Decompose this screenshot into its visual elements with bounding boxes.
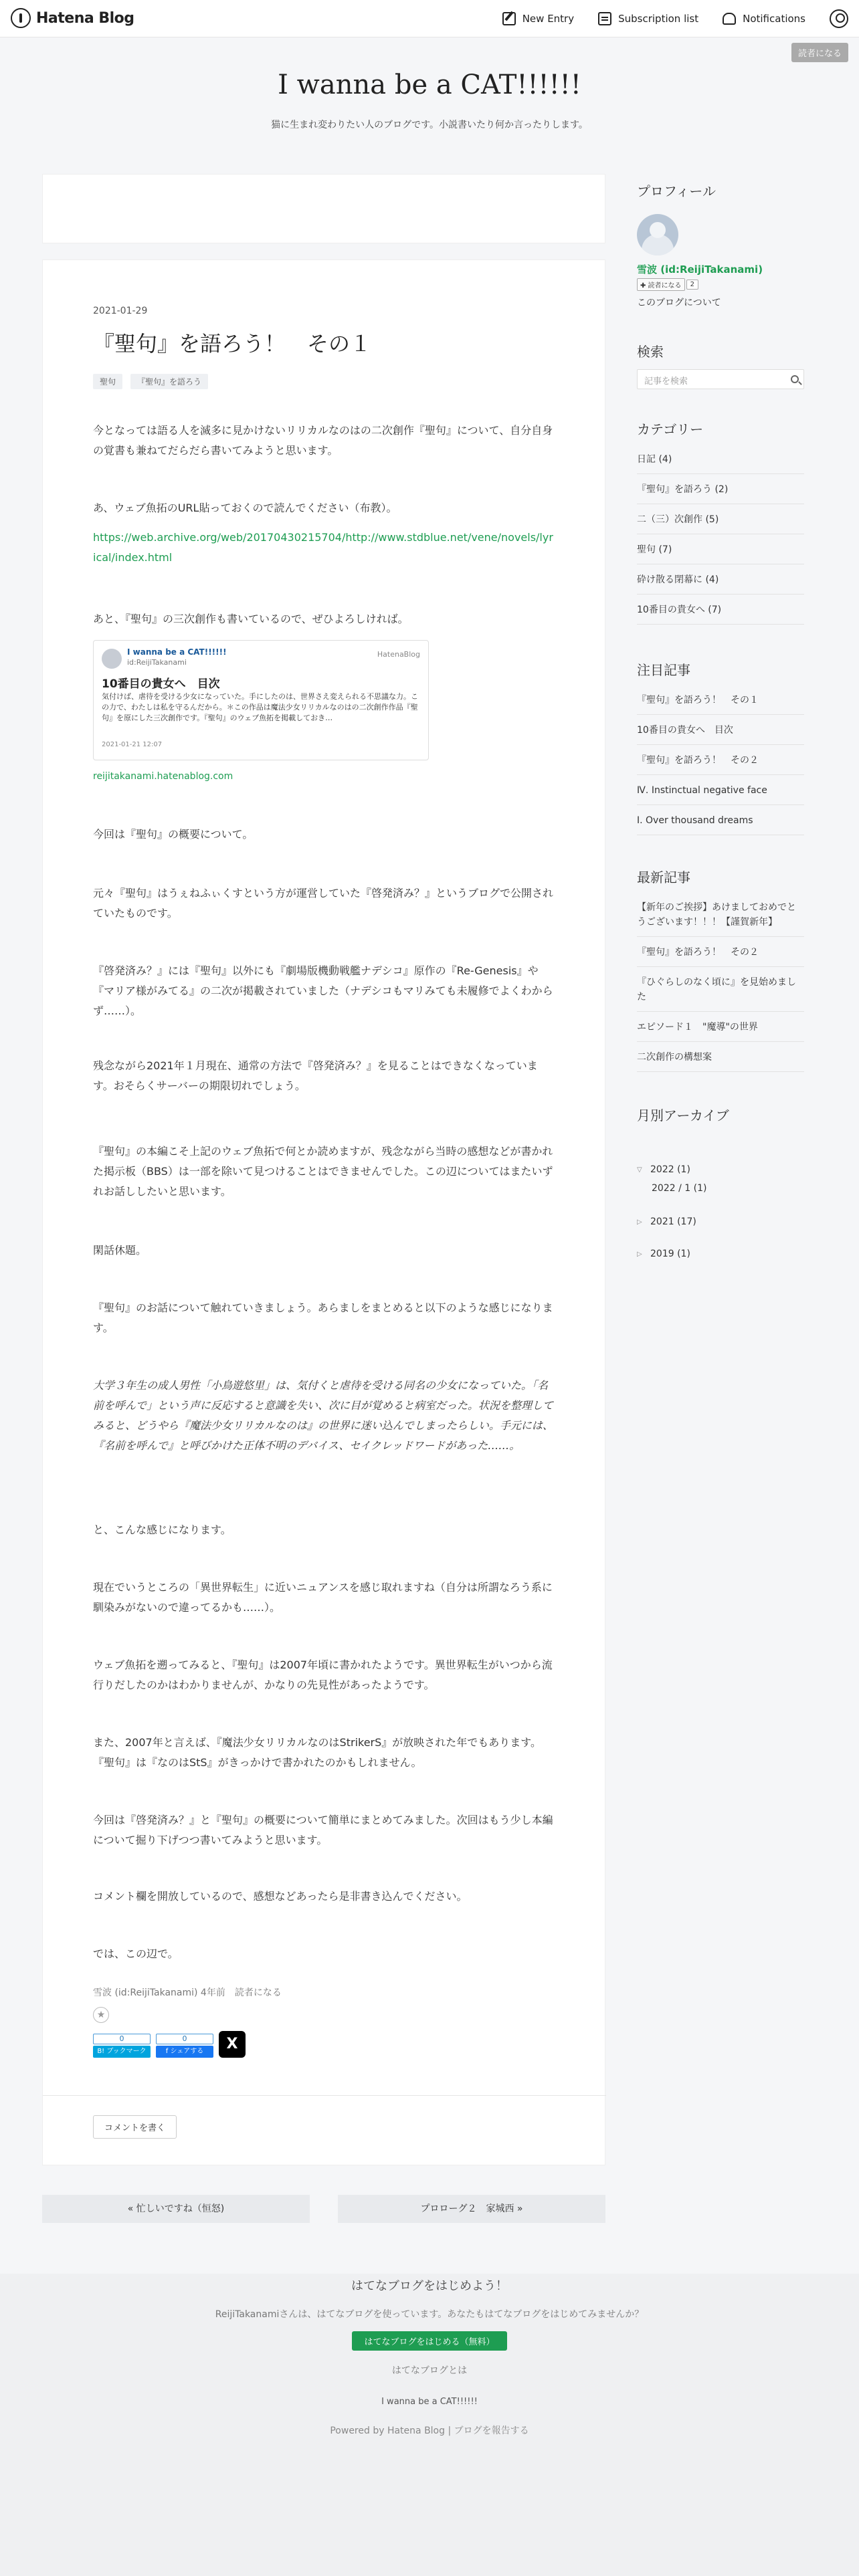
category-item[interactable]: 『聖句』を語ろう (2): [637, 474, 804, 504]
reader-count[interactable]: 2: [686, 280, 698, 290]
archive-year[interactable]: [637, 1249, 690, 1259]
archive-link[interactable]: https://web.archive.org/web/20170430215704/http://www.stdblue.net/vene/novels/lyrical/index.html: [93, 531, 553, 564]
entry-paragraph: あ、ウェブ魚拓のURL貼っておくので読んでください（布教）。: [93, 502, 397, 514]
sidebar-archive: [637, 1105, 804, 1259]
write-comment-button[interactable]: コメントを書く: [93, 2115, 177, 2139]
blog-description: 猫に生まれ変わりたい人のブログです。小説書いたり何か言ったりします。: [271, 120, 588, 130]
prev-entry-link[interactable]: « 忙しいですね（恒怒): [42, 2195, 310, 2223]
entry-paragraph: また、2007年と言えば、『魔法少女リリカルなのはStrikerS』が放映された年でもあります。『聖句』は『なのはStS』がきっかけで書かれたのかもしれません。: [93, 1736, 542, 1769]
archive-heading: 月別アーカイブ: [637, 1107, 729, 1123]
profile-reader: [637, 278, 698, 291]
recent-item[interactable]: 二次創作の構想案: [637, 1042, 804, 1072]
facebook-share-button[interactable]: f シェアする: [156, 2046, 213, 2058]
notifications-label: Notifications: [743, 13, 805, 25]
entry-date[interactable]: 2021-01-29: [93, 306, 148, 316]
search-input[interactable]: 記事を検索: [637, 369, 804, 389]
archive-label[interactable]: 2019 (1): [650, 1249, 690, 1259]
sidebar-search: [637, 341, 804, 395]
entry-paragraph: 今回は『啓発済み？』と『聖句』の概要について簡単にまとめてみました。次回はもう少し本編について掘り下げつつ書いてみようと思います。: [93, 1814, 553, 1846]
embed-blog-name[interactable]: I wanna be a CAT!!!!!!: [127, 647, 227, 657]
entry-divider: [43, 2095, 606, 2096]
archive-month[interactable]: [652, 1183, 706, 1194]
category-item[interactable]: 砕け散る閉幕に (4): [637, 564, 804, 595]
archive-label[interactable]: 2021 (17): [650, 1216, 696, 1227]
featured-item[interactable]: Ⅰ. Over thousand dreams: [637, 805, 804, 835]
synopsis-quote: 大学３年生の成人男性「小鳥遊悠里」は、気付くと虐待を受ける同名の少女になっていた。「名前を呼んで」という声に反応すると意識を失い、次に目が覚めると病室だった。状況を整理してみると、どうやら『魔法少女リリカルなのは』の世界に迷い込んでしまったらしい。手元には、『名前を呼んで』と呼びかけた正体不明のデバイス、セイクレッドワードがあった……。: [93, 1379, 554, 1452]
entry-paragraph: 今回は『聖句』の概要について。: [93, 828, 254, 841]
entry-paragraph: 元々『聖句』はうぇねふぃくすという方が運営していた『啓発済み？』というブログで公開されていたものです。: [93, 887, 554, 920]
embed-excerpt: 気付けば、虐待を受ける少女になっていた。手にしたのは、世界さえ変えられる不思議な力。この力で、わたしは私を守るんだから。＊この作品は魔法少女リリカルなのはの二次創作作品『聖句』を原にした三次創作です。『聖句』のウェブ魚拓を掲載しておき…: [102, 692, 418, 722]
entry-paragraph: と、こんな感じになります。: [93, 1523, 231, 1536]
sidebar-profile: [637, 181, 804, 321]
hatena-bookmark-share[interactable]: [93, 2034, 151, 2058]
powered-by[interactable]: Powered by Hatena Blog | ブログを報告する: [330, 2426, 529, 2436]
about-blog-link[interactable]: このブログについて: [637, 298, 721, 308]
start-blog-button[interactable]: はてなブログをはじめる（無料）: [352, 2331, 506, 2351]
entry-categories: [93, 374, 208, 389]
entry-paragraph: 『聖句』の本編こそ上記のウェブ魚拓で何とか読めますが、残念ながら当時の感想などが書かれた掲示板（BBS）は一部を除いて見つけることはできませんでした。この辺についてはまたいずれお話ししたいと思います。: [93, 1145, 553, 1198]
bookmark-button[interactable]: B! ブックマーク: [93, 2046, 151, 2058]
category-item[interactable]: 日記 (4): [637, 444, 804, 474]
collapse-caret-icon[interactable]: ▷: [637, 1250, 642, 1258]
share-buttons: [93, 2031, 246, 2058]
edit-icon: [502, 12, 516, 25]
about-hatena-link[interactable]: はてなブログとは: [391, 2365, 468, 2376]
hatena-logo[interactable]: [11, 8, 134, 28]
global-nav: [502, 0, 848, 37]
subscribe-reader-button[interactable]: 読者になる: [791, 43, 848, 62]
category-item[interactable]: 10番目の貴女へ (7): [637, 595, 804, 625]
archive-year[interactable]: [637, 1164, 690, 1175]
global-header: [0, 0, 859, 37]
bell-icon: [723, 13, 736, 25]
embed-hatena-label: HatenaBlog: [377, 650, 420, 659]
subscription-label: Subscription list: [618, 13, 699, 25]
entry-paragraph: コメント欄を開放しているので、感想などあったら是非書き込んでください。: [93, 1890, 468, 1903]
entry-paragraph: ウェブ魚拓を遡ってみると、『聖句』は2007年頃に書かれたようです。異世界転生がいつから流行りだしたのかはわかりませんが、かなりの先見性があったようです。: [93, 1658, 553, 1691]
entry-paragraph: 現在でいうところの「異世界転生」に近いニュアンスを感じ取れますね（自分は所謂なろう系に馴染みがないので違ってるかも……）。: [93, 1581, 553, 1614]
add-star-button[interactable]: ★: [93, 2007, 109, 2023]
recent-list: [637, 892, 804, 1072]
category-list: [637, 444, 804, 625]
entry-paragraph: 残念ながら2021年１月現在、通常の方法で『啓発済み？』を見ることはできなくなっています。おそらくサーバーの期限切れでしょう。: [93, 1059, 538, 1092]
footer-start-wrap: [0, 2331, 859, 2351]
featured-item[interactable]: Ⅳ. Instinctual negative face: [637, 775, 804, 805]
collapse-caret-icon[interactable]: ▷: [637, 1218, 642, 1226]
embed-date: 2021-01-21 12:07: [102, 741, 163, 748]
recent-item[interactable]: 【新年のご挨拶】あけましておめでとうございます！！！【謹賀新年】: [637, 892, 804, 937]
category-tag[interactable]: 聖句: [93, 374, 122, 389]
embed-author-id: id:ReijiTakanami: [127, 658, 187, 667]
entry-paragraph: あと、『聖句』の三次創作も書いているので、ぜひよろしければ。: [93, 613, 409, 625]
featured-list: [637, 685, 804, 835]
entry-article: [42, 259, 605, 2165]
embed-avatar: [102, 649, 122, 669]
avatar[interactable]: [637, 214, 678, 255]
embed-source-link[interactable]: reijitakanami.hatenablog.com: [93, 771, 233, 782]
footer-title: はてなブログをはじめよう！: [351, 2279, 508, 2293]
notifications-link[interactable]: [723, 13, 805, 25]
footer-subtitle: ReijiTakanamiさんは、はてなブログを使っています。あなたもはてなブログをはじめてみませんか？: [215, 2309, 644, 2320]
profile-reader-button[interactable]: ✚ 読者になる: [637, 278, 685, 291]
recent-item[interactable]: 『ひぐらしのなく頃に』を見始めました: [637, 967, 804, 1012]
sidebar-categories: [637, 419, 804, 633]
search-heading: 検索: [637, 344, 664, 360]
x-share-button[interactable]: X: [219, 2031, 246, 2058]
search-icon[interactable]: [791, 375, 799, 383]
hatena-logo-icon: [11, 8, 31, 28]
archive-label[interactable]: 2022 (1): [650, 1164, 690, 1175]
profile-name-link[interactable]: 雪波 (id:ReijiTakanami): [637, 263, 763, 276]
bookmark-count: 0: [93, 2034, 151, 2044]
category-item[interactable]: 聖句 (7): [637, 534, 804, 564]
hatena-logo-text: Hatena Blog: [36, 9, 134, 27]
category-item[interactable]: 二（三）次創作 (5): [637, 504, 804, 534]
recent-item[interactable]: 『聖句』を語ろう！ その２: [637, 937, 804, 967]
profile-heading: プロフィール: [637, 183, 716, 199]
recent-heading: 最新記事: [637, 869, 690, 885]
entry-title[interactable]: 『聖句』を語ろう！ その１: [93, 331, 372, 356]
entry-paragraph: 閑話休題。: [93, 1244, 147, 1257]
entry-paragraph: では、この辺で。: [93, 1947, 179, 1960]
next-entry-link[interactable]: プロローグ２ 家城西 »: [338, 2195, 605, 2223]
entry-paragraph: 『聖句』のお話について触れていきましょう。あらましをまとめると以下のような感じになります。: [93, 1301, 553, 1334]
featured-item[interactable]: 『聖句』を語ろう！ その１: [637, 685, 804, 715]
recent-item[interactable]: エピソード１ "魔導"の世界: [637, 1012, 804, 1042]
sidebar-featured: [637, 659, 804, 840]
footer-blog-link[interactable]: I wanna be a CAT!!!!!!: [381, 2397, 478, 2407]
facebook-share[interactable]: [156, 2034, 213, 2058]
entry-author-meta[interactable]: 雪波 (id:ReijiTakanami) 4年前 読者になる: [93, 1988, 282, 1998]
blog-title[interactable]: I wanna be a CAT!!!!!!: [278, 70, 581, 100]
featured-heading: 注目記事: [637, 662, 690, 678]
sidebar-recent: [637, 867, 804, 1081]
new-entry-link[interactable]: [502, 12, 574, 25]
facebook-count: 0: [156, 2034, 213, 2044]
expand-caret-icon[interactable]: ▽: [637, 1166, 642, 1174]
subscription-list-link[interactable]: [598, 12, 698, 25]
subscription-icon: [598, 12, 611, 25]
embed-title[interactable]: 10番目の貴女へ 目次: [102, 677, 220, 691]
archive-year[interactable]: [637, 1216, 696, 1227]
new-entry-label: New Entry: [522, 13, 575, 25]
category-tag[interactable]: 『聖句』を語ろう: [130, 374, 208, 389]
featured-item[interactable]: 10番目の貴女へ 目次: [637, 715, 804, 745]
featured-item[interactable]: 『聖句』を語ろう！ その２: [637, 745, 804, 775]
user-menu-icon[interactable]: [830, 9, 848, 28]
ad-area: [42, 174, 605, 243]
archive-label[interactable]: 2022 / 1 (1): [652, 1183, 707, 1194]
blog-card-embed[interactable]: [93, 640, 429, 760]
entry-paragraph: 『啓発済み？』には『聖句』以外にも『劇場版機動戦艦ナデシコ』原作の『Re-Genesis』や『マリア様がみてる』の二次が掲載されていました（ナデシコもマリみても未履修でよくわからず……）。: [93, 964, 553, 1017]
category-heading: カテゴリー: [637, 421, 704, 437]
entry-paragraph: 今となっては語る人を滅多に見かけないリリカルなのはの二次創作『聖句』について、自分自身の覚書も兼ねてだらだら書いてみようと思います。: [93, 424, 553, 457]
